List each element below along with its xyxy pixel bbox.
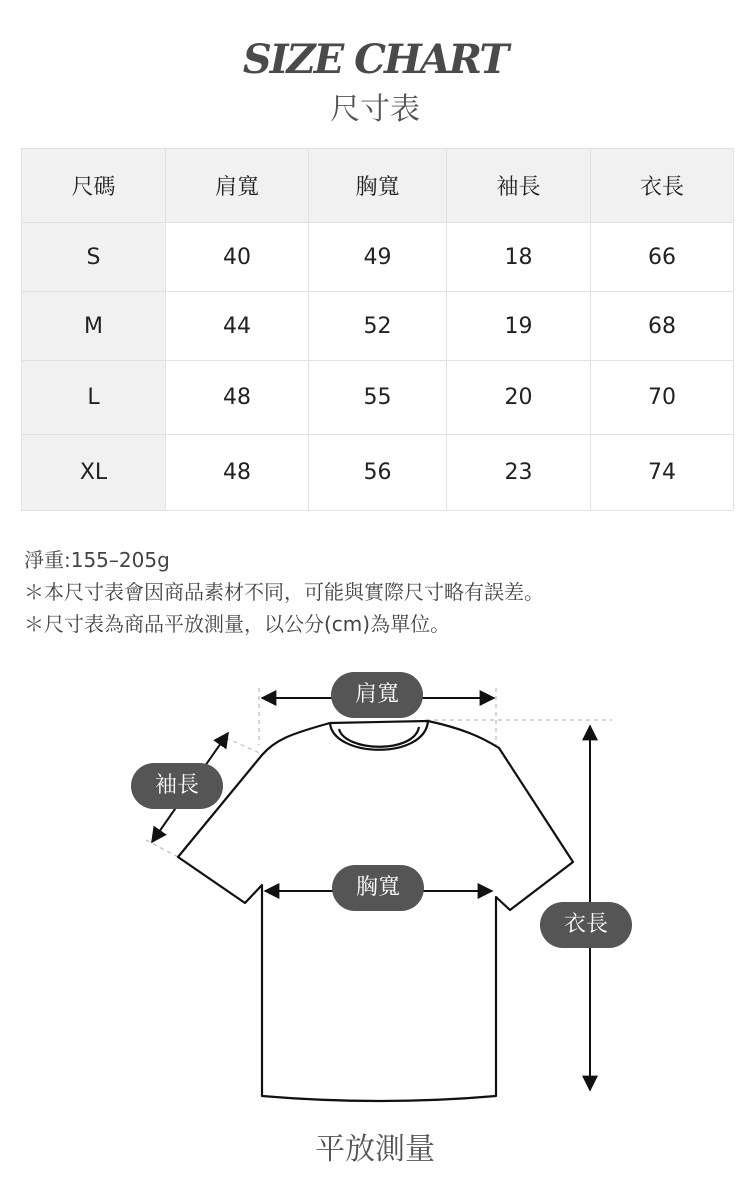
table-cell: 49 — [309, 223, 447, 292]
table-header-row — [22, 149, 734, 223]
table-cell: 70 — [591, 361, 734, 435]
header-size: 尺碼 — [22, 149, 166, 223]
header-chest: 胸寬 — [309, 149, 447, 223]
table-cell: 19 — [447, 292, 591, 361]
table-cell: M — [22, 292, 166, 361]
table-cell: S — [22, 223, 166, 292]
table-cell: 66 — [591, 223, 734, 292]
table-cell: 23 — [447, 435, 591, 511]
sleeve-label: 袖長 — [131, 763, 223, 809]
table-cell: XL — [22, 435, 166, 511]
table-cell: 52 — [309, 292, 447, 361]
header-length: 衣長 — [591, 149, 734, 223]
table-cell: 20 — [447, 361, 591, 435]
table-cell: 55 — [309, 361, 447, 435]
length-label: 衣長 — [540, 902, 632, 948]
net-weight-note: 淨重:155–205g — [24, 548, 170, 572]
table-row — [22, 435, 734, 511]
diagram-caption: 平放測量 — [315, 1132, 435, 1167]
table-cell: L — [22, 361, 166, 435]
table-cell: 40 — [166, 223, 309, 292]
tolerance-note: ＊本尺寸表會因商品素材不同，可能與實際尺寸略有誤差。 — [24, 580, 544, 604]
table-row — [22, 361, 734, 435]
shoulder-label: 肩寬 — [331, 672, 423, 718]
chart-title: SIZE CHART — [242, 36, 508, 83]
size-table — [21, 148, 734, 511]
table-cell: 48 — [166, 435, 309, 511]
header-sleeve: 袖長 — [447, 149, 591, 223]
header-shoulder: 肩寬 — [166, 149, 309, 223]
chest-label: 胸寬 — [332, 865, 424, 911]
table-cell: 68 — [591, 292, 734, 361]
table-row — [22, 223, 734, 292]
table-cell: 74 — [591, 435, 734, 511]
table-cell: 18 — [447, 223, 591, 292]
notes — [24, 544, 544, 640]
chart-subtitle: 尺寸表 — [330, 92, 420, 127]
table-row — [22, 292, 734, 361]
tshirt-icon — [178, 721, 573, 1101]
table-cell: 48 — [166, 361, 309, 435]
table-cell: 44 — [166, 292, 309, 361]
measurement-note: ＊尺寸表為商品平放測量，以公分(cm)為單位。 — [24, 612, 451, 636]
table-cell: 56 — [309, 435, 447, 511]
